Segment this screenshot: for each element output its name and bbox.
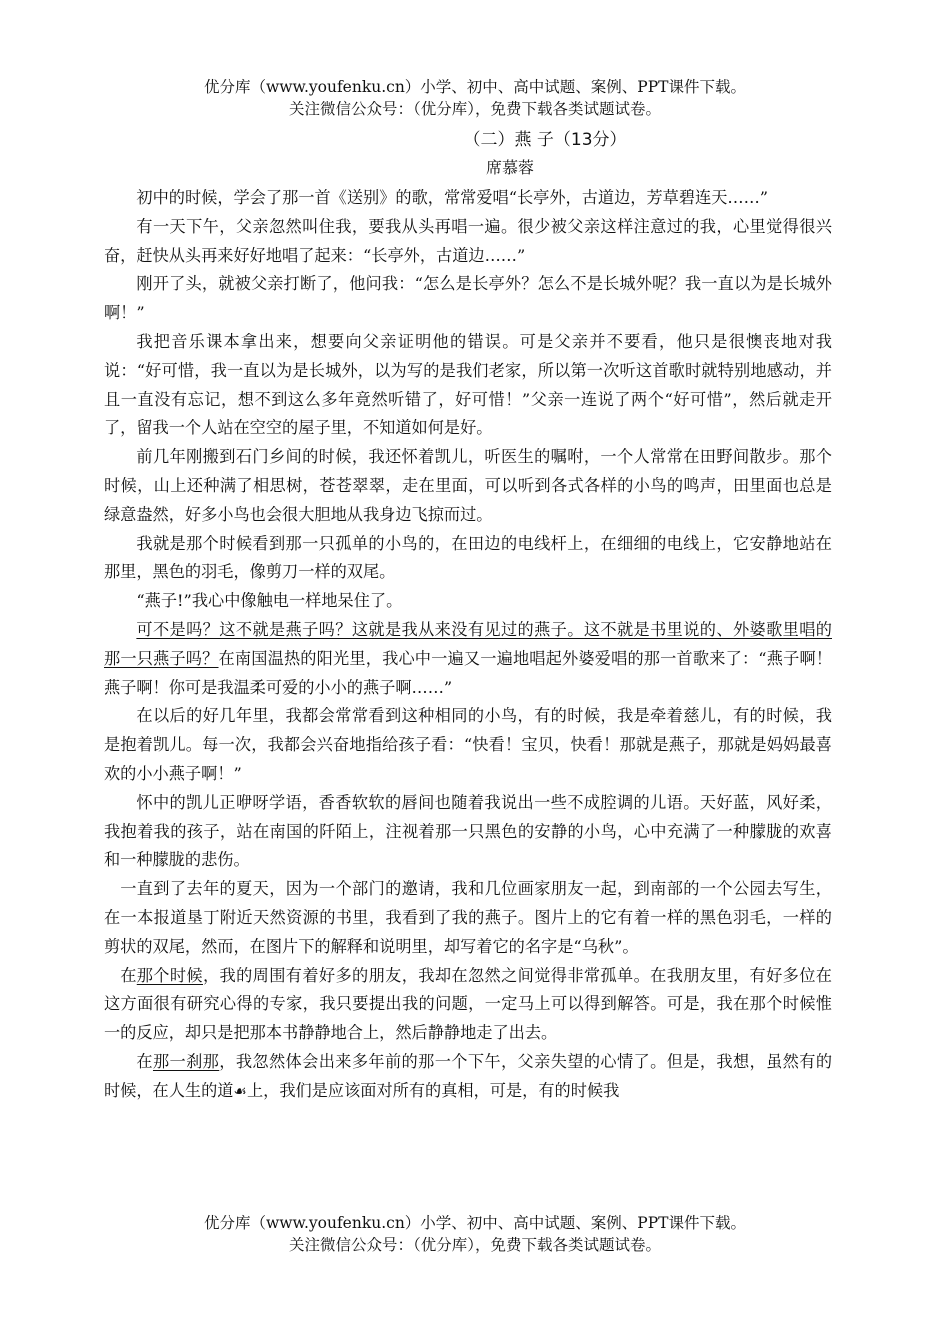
- header-line-2: 关注微信公众号：（优分库），免费下载各类试题试卷。: [288, 100, 661, 118]
- paragraph-11: 一直到了去年的夏天，因为一个部门的邀请，我和几位画家朋友一起，到南部的一个公园去写生，在一本报道垦丁附近天然资源的书里，我看到了我的燕子。图片上的它有着一样的黑色羽毛，一样的剪状的双尾，然而，在图片下的解释和说明里，却写着它的名字是“乌秋”。: [104, 879, 832, 956]
- article-title: （二）燕 子（13分）: [463, 130, 627, 150]
- page-header: [0, 76, 950, 120]
- paragraph-5: 前几年刚搬到石门乡间的时候，我还怀着凯儿，听医生的嘱咐，一个人常常在田野间散步。那个时候，山上还种满了相思树，苍苍翠翠，走在里面，可以听到各式各样的小鸟的鸣声，田里面也总是绿意盎然，好多小鸟也会很大胆地从我身边飞掠而过。: [104, 447, 832, 524]
- footer-line-1: 优分库（www.youfenku.cn）小学、初中、高中试题、案例、PPT课件下载。: [203, 1214, 747, 1232]
- underlined-phrase-that-time: 那个时候: [136, 965, 203, 985]
- underlined-sentence: 可不是吗？这不就是燕子吗？这就是我从来没有见过的燕子。这不就是书里说的、外婆歌里唱的那一只燕子吗？: [104, 619, 832, 668]
- paragraph-3: 刚开了头，就被父亲打断了，他问我：“怎么是长亭外？怎么不是长城外呢？我一直以为是长城外啊！”: [104, 274, 832, 323]
- paragraph-1: 初中的时候，学会了那一首《送别》的歌，常常爱唱“长亭外，古道边，芳草碧连天……”: [136, 188, 769, 207]
- paragraph-12: 在那个时候，我的周围有着好多的朋友，我却在忽然之间觉得非常孤单。在我朋友里，有好多位在这方面很有研究心得的专家，我只要提出我的问题，一定马上可以得到解答。可是，我在那个时候惟一的反应，却只是把那本书静静地合上，然后静静地走了出去。: [104, 965, 832, 1043]
- header-line-1: 优分库（www.youfenku.cn）小学、初中、高中试题、案例、PPT课件下载。: [203, 78, 747, 96]
- article-author: 席慕蓉: [485, 158, 534, 177]
- road-glyph-icon: ☙: [233, 1081, 247, 1100]
- paragraph-7: “燕子!”我心中像触电一样地呆住了。: [136, 591, 403, 611]
- article-body: [104, 184, 832, 1106]
- paragraph-4: 我把音乐课本拿出来，想要向父亲证明他的错误。可是父亲并不要看，他只是很懊丧地对我说：“好可惜，我一直以为是长城外，以为写的是我们老家，所以第一次听这首歌时就特别地感动，并且一直没有忘记，想不到这么多年竟然听错了，好可惜！”父亲一连说了两个“好可惜”，然后就走开了，留我一个人站在空空的屋子里，不知道如何是好。: [104, 331, 832, 438]
- paragraph-13: 在那一刹那，我忽然体会出来多年前的那一个下午，父亲失望的心情了。但是，我想，虽然有的时候，在人生的道☙上，我们是应该面对所有的真相，可是，有的时候我: [104, 1051, 833, 1100]
- paragraph-2: 有一天下午，父亲忽然叫住我，要我从头再唱一遍。很少被父亲这样注意过的我，心里觉得很兴奋，赶快从头再来好好地唱了起来：“长亭外，古道边……”: [104, 216, 832, 265]
- paragraph-8-rest: 在南国温热的阳光里，我心中一遍又一遍地唱起外婆爱唱的那一首歌来了：“燕子啊！燕子啊！你可是我温柔可爱的小小的燕子啊……”: [104, 648, 833, 697]
- paragraph-10: 怀中的凯儿正咿呀学语，香香软软的唇间也随着我说出一些不成腔调的儿语。天好蓝，风好柔，我抱着我的孩子，站在南国的阡陌上，注视着那一只黑色的安静的小鸟，心中充满了一种朦胧的欢喜和一种朦胧的悲伤。: [104, 792, 832, 870]
- footer-line-2: 关注微信公众号：（优分库），免费下载各类试题试卷。: [288, 1236, 661, 1254]
- page-footer: [0, 1212, 950, 1256]
- underlined-phrase-that-moment: 那一刹那: [152, 1051, 220, 1071]
- paragraph-8: [104, 616, 832, 702]
- paragraph-6: 我就是那个时候看到那一只孤单的小鸟的，在田边的电线杆上，在细细的电线上，它安静地站在那里，黑色的羽毛，像剪刀一样的双尾。: [104, 533, 832, 582]
- paragraph-9: 在以后的好几年里，我都会常常看到这种相同的小鸟，有的时候，我是牵着慈儿，有的时候，我是抱着凯儿。每一次，我都会兴奋地指给孩子看：“快看！宝贝，快看！那就是燕子，那就是妈妈最喜欢的小小燕子啊！”: [104, 706, 832, 783]
